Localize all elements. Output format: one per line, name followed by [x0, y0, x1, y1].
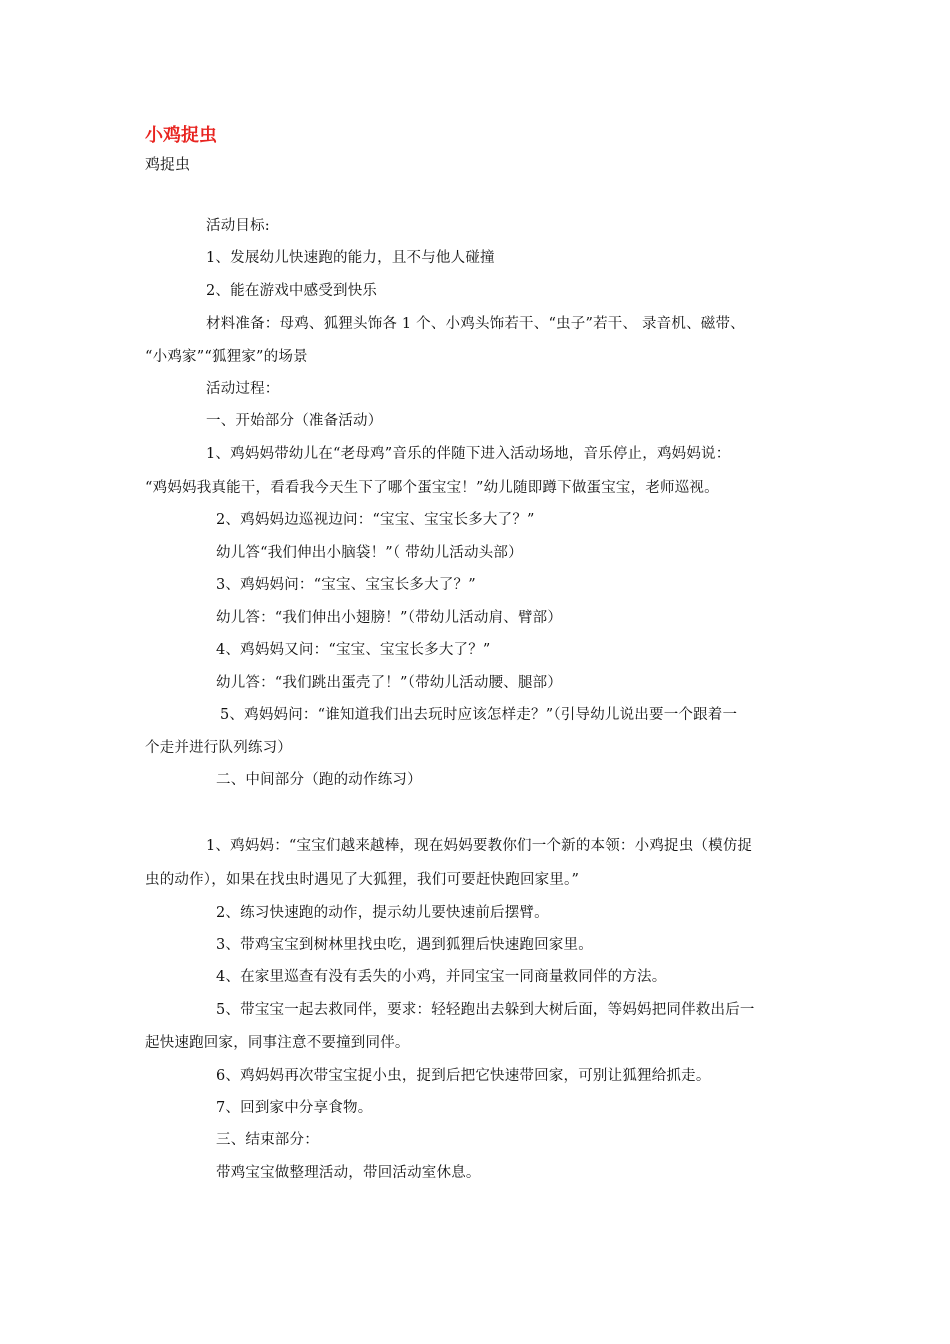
- document-title: 小鸡捉虫: [145, 125, 217, 146]
- text-line: 2、鸡妈妈边巡视边问：“宝宝、宝宝长多大了？”: [216, 512, 535, 528]
- text-line: 3、鸡妈妈问：“宝宝、宝宝长多大了？”: [216, 577, 476, 593]
- text-line: 活动目标:: [206, 218, 270, 234]
- text-line: 个走并进行队列练习）: [145, 740, 292, 756]
- text-line: 5、鸡妈妈问：“谁知道我们出去玩时应该怎样走？”（引导幼儿说出要一个跟着一: [220, 707, 738, 723]
- text-line: 二、中间部分（跑的动作练习）: [216, 772, 422, 788]
- text-line: 幼儿答：“我们伸出小翅膀！”（带幼儿活动肩、臂部）: [216, 610, 563, 626]
- text-line: “鸡妈妈我真能干，看看我今天生下了哪个蛋宝宝！”幼儿随即蹲下做蛋宝宝，老师巡视。: [145, 480, 719, 496]
- text-line: 幼儿答：“我们跳出蛋壳了！”（带幼儿活动腰、腿部）: [216, 675, 563, 691]
- text-line: 带鸡宝宝做整理活动，带回活动室休息。: [216, 1165, 481, 1181]
- text-line: 活动过程：: [206, 381, 280, 397]
- text-line: 6、鸡妈妈再次带宝宝捉小虫，捉到后把它快速带回家，可别让狐狸给抓走。: [216, 1068, 711, 1084]
- text-line: 材料准备：母鸡、狐狸头饰各 1 个、小鸡头饰若干、“虫子”若干、 录音机、磁带、: [206, 316, 745, 332]
- document-subtitle: 鸡捉虫: [145, 155, 191, 173]
- text-line: 7、回到家中分享食物。: [216, 1100, 373, 1116]
- text-line: 1、发展幼儿快速跑的能力，且不与他人碰撞: [206, 250, 495, 266]
- text-line: 4、在家里巡查有没有丢失的小鸡，并同宝宝一同商量救同伴的方法。: [216, 969, 667, 985]
- text-line: 虫的动作），如果在找虫时遇见了大狐狸，我们可要赶快跑回家里。”: [145, 872, 580, 888]
- text-line: 1、鸡妈妈带幼儿在“老母鸡”音乐的伴随下进入活动场地，音乐停止，鸡妈妈说：: [206, 446, 731, 462]
- text-line: 幼儿答“我们伸出小脑袋！”（ 带幼儿活动头部）: [216, 545, 523, 561]
- text-line: 5、带宝宝一起去救同伴，要求：轻轻跑出去躲到大树后面，等妈妈把同伴救出后一: [216, 1002, 755, 1018]
- text-line: 4、鸡妈妈又问：“宝宝、宝宝长多大了？”: [216, 642, 491, 658]
- text-line: 3、带鸡宝宝到树林里找虫吃，遇到狐狸后快速跑回家里。: [216, 937, 593, 953]
- text-line: 三、结束部分：: [216, 1132, 319, 1148]
- text-line: “小鸡家”“狐狸家”的场景: [145, 349, 308, 365]
- text-line: 1、鸡妈妈：“宝宝们越来越棒，现在妈妈要教你们一个新的本领：小鸡捉虫（模仿捉: [206, 838, 753, 854]
- text-line: 一、开始部分（准备活动）: [206, 413, 383, 429]
- text-line: 起快速跑回家，同事注意不要撞到同伴。: [145, 1035, 410, 1051]
- text-line: 2、练习快速跑的动作，提示幼儿要快速前后摆臂。: [216, 905, 549, 921]
- text-line: 2、能在游戏中感受到快乐: [206, 283, 378, 299]
